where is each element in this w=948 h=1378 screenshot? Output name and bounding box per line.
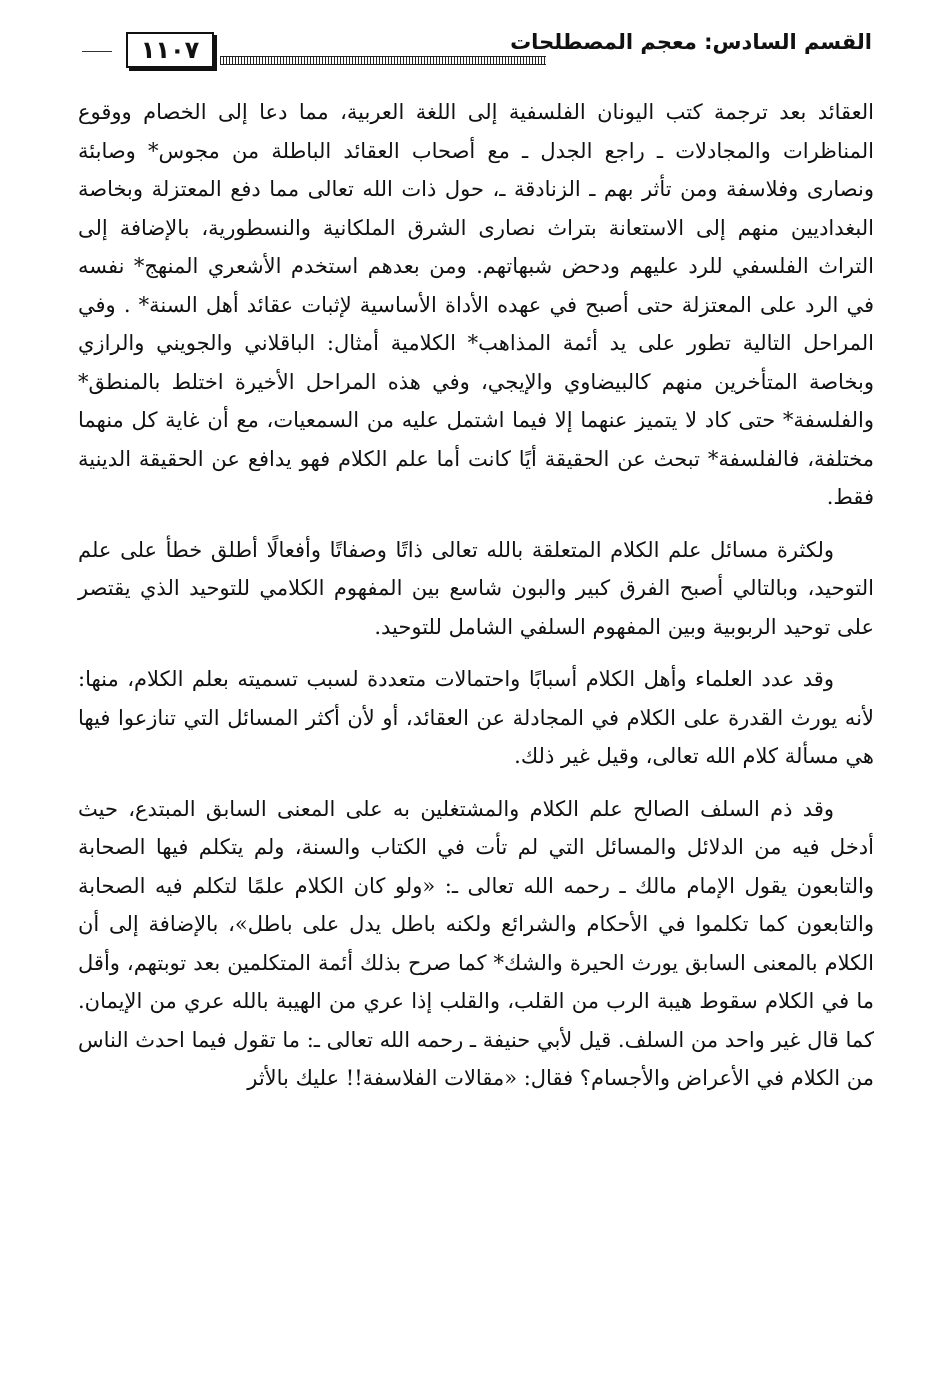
paragraph: ولكثرة مسائل علم الكلام المتعلقة بالله تعالى ذاتًا وصفاتًا وأفعالًا أطلق خطأ على علم التوحيد، وبالتالي أصبح الفرق كبير والبون شاسع بين المفهوم الكلامي للتوحيد الذي يقتصر على توحيد الربوبية وبين المفهوم السلفي الشامل للتوحيد. xyxy=(78,537,874,639)
paragraph: العقائد بعد ترجمة كتب اليونان الفلسفية إلى اللغة العربية، مما دعا إلى الخصام ووقوع المناظرات والمجادلات ـ راجع الجدل ـ مع أصحاب العقائد الباطلة من مجوس* وصابئة ونصارى وفلاسفة ومن تأثر بهم ـ الزنادقة ـ، حول ذات الله تعالى مما دفع المعتزلة وبخاصة البغداديين منهم إلى الاستعانة بتراث نصارى الشرق الملكانية والنسطورية، بالإضافة إلى التراث الفلسفي للرد عليهم ودحض شبهاتهم. ومن بعدهم استخدم الأشعري المنهج* نفسه في الرد على المعتزلة حتى أصبح في عهده الأداة الأساسية لإثبات عقائد أهل السنة* . وفي المراحل التالية تطور على يد أئمة المذاهب* الكلامية أمثال: الباقلاني والجويني والرازي وبخاصة المتأخرين منهم كالبيضاوي والإيجي، وفي هذه المراحل الأخيرة اختلط بالمنطق* والفلسفة* حتى كاد لا يتميز عنهما إلا فيما اشتمل عليه من السمعيات، مع أن غاية كل منهما مختلفة، فالفلسفة* تبحث عن الحقيقة أيًا كانت أما علم الكلام فهو يدافع عن الحقيقة الدينية فقط. xyxy=(78,100,874,509)
header-rule xyxy=(220,56,546,65)
page-number: ١١٠٧ xyxy=(126,32,214,68)
page-body xyxy=(78,93,874,1112)
paragraph: وقد عدد العلماء وأهل الكلام أسبابًا واحتمالات متعددة لسبب تسميته بعلم الكلام، منها: لأنه يورث القدرة على الكلام في المجادلة عن العقائد، أو لأن أكثر المسائل التي تنازعوا فيها هي مسألة كلام الله تعالى، وقيل غير ذلك. xyxy=(78,667,874,768)
paragraph: وقد ذم السلف الصالح علم الكلام والمشتغلين به على المعنى السابق المبتدع، حيث أدخل فيه من الدلائل والمسائل التي لم تأت في الكتاب والسنة، ولم يتكلم فيها الصحابة والتابعون يقول الإمام مالك ـ رحمه الله تعالى ـ: «ولو كان الكلام علمًا لتكلم فيه الصحابة والتابعون كما تكلموا في الأحكام والشرائع ولكنه باطل يدل على باطل»، بالإضافة إلى أن الكلام بالمعنى السابق يورث الحيرة والشك* كما صرح بذلك أئمة المتكلمين بعد توبتهم، وأقل ما في الكلام سقوط هيبة الرب من القلب، والقلب إذا عري من الهيبة بالله عري من الإيمان. كما قال غير واحد من السلف. قيل لأبي حنيفة ـ رحمه الله تعالى ـ: ما تقول فيما احدث الناس من الكلام في الأعراض والأجسام؟ فقال: «مقالات الفلاسفة!! عليك بالأثر xyxy=(78,796,874,1090)
section-title: القسم السادس: معجم المصطلحات xyxy=(510,30,872,54)
page-header xyxy=(82,22,872,70)
header-tick xyxy=(82,51,112,52)
